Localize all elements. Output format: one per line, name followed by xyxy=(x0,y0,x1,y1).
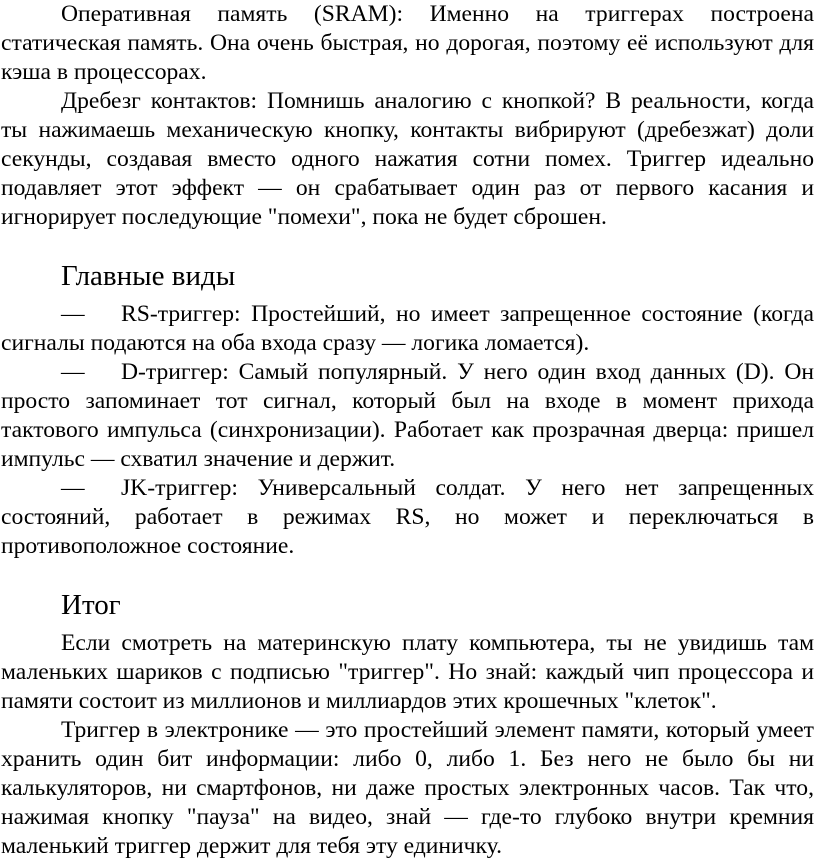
list-item xyxy=(1,300,814,358)
summary-paragraph-trigger-bit: Триггер в электронике — это простейший элемент памяти, который умеет хранить один бит информации: либо 0, либо 1. Без него не было бы ни калькуляторов, ни смартфонов, ни даже простых электронных часов. Так что, нажимая кнопку "пауза" на видео, знай — где-то глубоко внутри кремния маленький триггер держит для тебя эту единичку. xyxy=(1,717,814,859)
summary-paragraph-motherboard: Если смотреть на материнскую плату компьютера, ты не увидишь там маленьких шариков с подписью "триггер". Но знай: каждый чип процессора и памяти состоит из миллионов и миллиардов этих крошечных "клеток". xyxy=(1,630,814,714)
intro-paragraph-debounce: Дребезг контактов: Помнишь аналогию с кнопкой? В реальности, когда ты нажимаешь механическую кнопку, контакты вибрируют (дребезжат) доли секунды, создавая вместо одного нажатия сотни помех. Триггер идеально подавляет этот эффект — он срабатывает один раз от первого касания и игнорирует последующие "помехи", пока не будет сброшен. xyxy=(1,88,814,230)
section-heading-summary: Итог xyxy=(61,589,121,621)
list-dash: — xyxy=(61,301,85,327)
list-dash: — xyxy=(61,475,85,501)
section-heading-types: Главные виды xyxy=(61,260,236,292)
list-item xyxy=(1,474,814,561)
list-item-text: RS-триггер: Простейший, но имеет запрещенное состояние (когда сигналы подаются на оба входа сразу — логика ломается). xyxy=(1,301,814,356)
document-page xyxy=(1,0,814,861)
list-item-text: D-триггер: Самый популярный. У него один вход данных (D). Он просто запоминает тот сигнал, который был на входе в момент прихода тактового импульса (синхронизации). Работает как прозрачная дверца: пришел импульс — схватил значение и держит. xyxy=(1,359,814,472)
list-item xyxy=(1,358,814,474)
list-dash: — xyxy=(61,359,85,385)
intro-paragraph-sram: Оперативная память (SRAM): Именно на триггерах построена статическая память. Она очень быстрая, но дорогая, поэтому её используют для кэша в процессорах. xyxy=(1,1,814,85)
list-item-text: JK-триггер: Универсальный солдат. У него нет запрещенных состояний, работает в режимах RS, но может и переключаться в противоположное состояние. xyxy=(1,475,814,559)
